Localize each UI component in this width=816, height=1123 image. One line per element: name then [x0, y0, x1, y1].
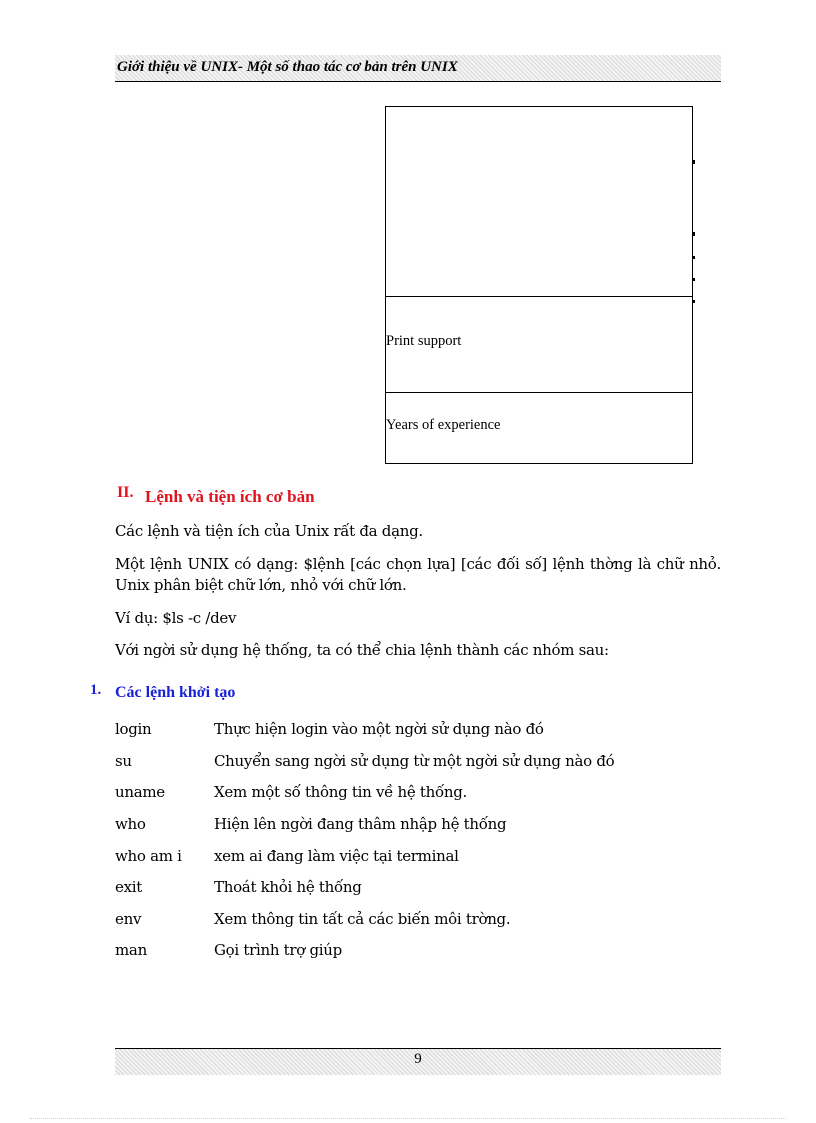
command-name: uname: [115, 783, 165, 801]
command-name: exit: [115, 878, 142, 896]
command-name: man: [115, 941, 147, 959]
header-title: Giới thiệu về UNIX- Một số thao tác cơ bản trên UNIX: [117, 59, 458, 75]
table-edge-mark: [693, 232, 695, 236]
table-row-divider: [386, 296, 692, 297]
table-row-divider: [386, 392, 692, 393]
paragraph: Một lệnh UNIX có dạng: $lệnh [các chọn lựa] [các đối số] lệnh thờng là chữ nhỏ. Unix phân biệt chữ lớn, nhỏ với chữ lớn.: [115, 555, 721, 594]
command-name: who am i: [115, 847, 182, 865]
command-description: Gọi trình trợ giúp: [214, 941, 342, 959]
subsection-title: Các lệnh khởi tạo: [115, 684, 236, 701]
comparison-table: [385, 106, 693, 464]
command-description: Hiện lên ngời đang thâm nhập hệ thống: [214, 815, 507, 833]
subsection-number: 1.: [90, 682, 102, 698]
command-name: env: [115, 910, 142, 928]
table-cell-print-support: Print support: [386, 333, 462, 349]
command-description: xem ai đang làm việc tại terminal: [214, 847, 459, 865]
page-footer: [115, 1048, 721, 1075]
command-row: [115, 752, 721, 774]
paragraph: Các lệnh và tiện ích của Unix rất đa dạng.: [115, 522, 423, 540]
table-edge-mark: [693, 256, 695, 259]
command-description: Xem thông tin tất cả các biến môi trờng.: [214, 910, 511, 928]
page-header: [115, 55, 721, 82]
command-row: [115, 941, 721, 963]
command-description: Thực hiện login vào một ngời sử dụng nào đó: [214, 720, 544, 738]
page-number: 9: [414, 1051, 422, 1067]
command-name: su: [115, 752, 132, 770]
command-row: [115, 815, 721, 837]
command-description: Xem một số thông tin về hệ thống.: [214, 783, 468, 801]
command-row: [115, 783, 721, 805]
paragraph: Ví dụ: $ls -c /dev: [115, 609, 237, 627]
command-description: Chuyển sang ngời sử dụng từ một ngời sử dụng nào đó: [214, 752, 615, 770]
command-name: who: [115, 815, 146, 833]
command-row: [115, 720, 721, 742]
section-number: II.: [117, 484, 134, 501]
paragraph: Với ngời sử dụng hệ thống, ta có thể chia lệnh thành các nhóm sau:: [115, 641, 609, 659]
command-row: [115, 910, 721, 932]
command-row: [115, 847, 721, 869]
command-row: [115, 878, 721, 900]
section-title: Lệnh và tiện ích cơ bản: [145, 487, 315, 506]
page-bottom-divider: [30, 1118, 786, 1119]
table-cell-years-of-experience: Years of experience: [386, 417, 501, 433]
table-edge-mark: [693, 278, 695, 281]
table-edge-mark: [693, 300, 695, 303]
command-description: Thoát khỏi hệ thống: [214, 878, 362, 896]
command-name: login: [115, 720, 152, 738]
table-edge-mark: [693, 160, 695, 164]
